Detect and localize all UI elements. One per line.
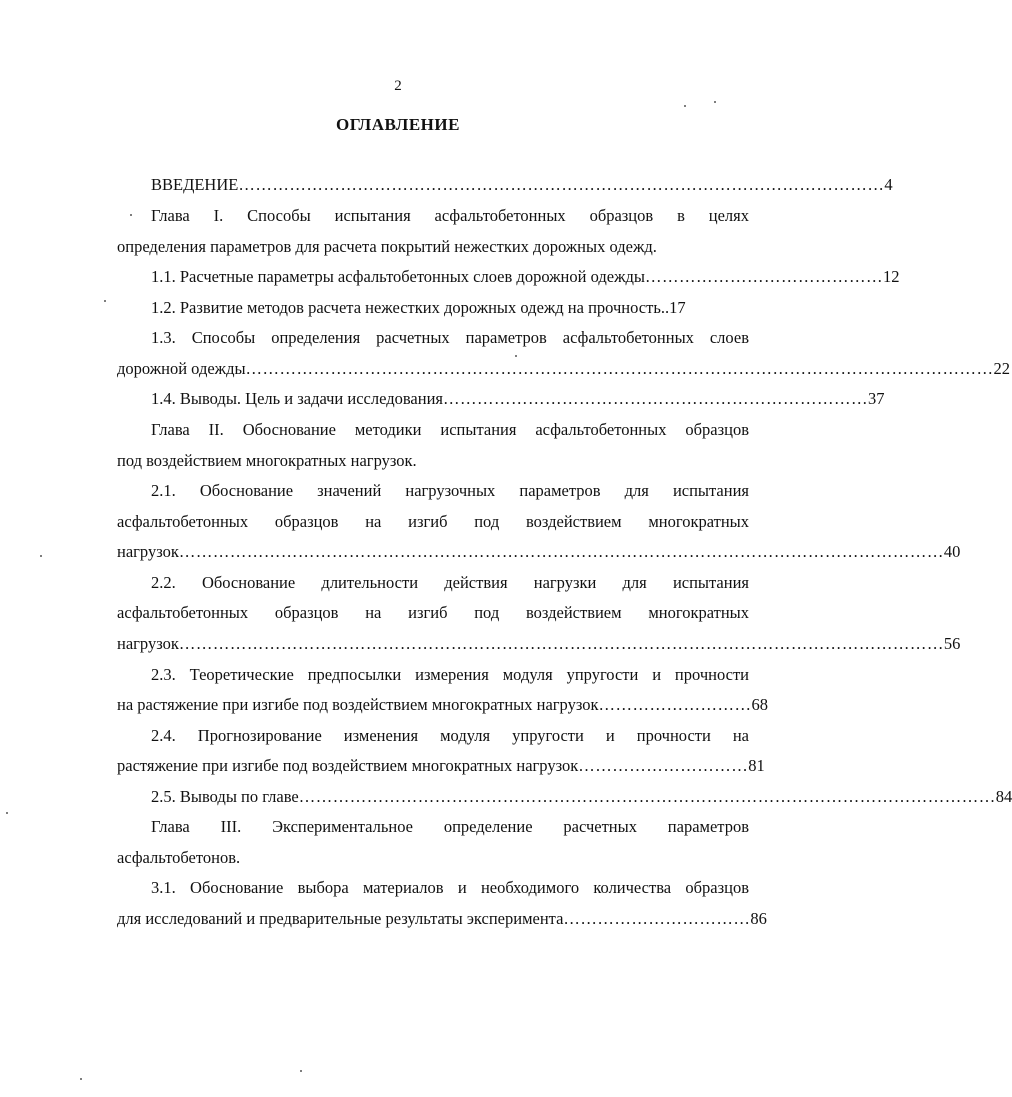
dot-leader: …………………………………………………………………………………………………………… xyxy=(298,787,996,806)
scan-speck xyxy=(6,812,8,814)
dot-leader: ……………………………………………………………………………………………………………………… xyxy=(178,542,944,561)
toc-entry-page: 81 xyxy=(748,756,765,775)
toc-entry-2-1-line-1: 2.1. Обоснование значений нагрузочных параметров для испытания xyxy=(151,481,749,500)
toc-entry-3-1-line-1: 3.1. Обоснование выбора материалов и необходимого количества образцов xyxy=(151,878,749,897)
dot-leader: …………………………… xyxy=(563,909,751,928)
scan-speck xyxy=(300,1070,302,1072)
toc-entry-page: 56 xyxy=(943,634,961,653)
toc-entry-2-2-line-2: асфальтобетонных образцов на изгиб под воздействием многократных xyxy=(117,603,749,622)
toc-entry-page: 17 xyxy=(669,298,686,317)
toc-entry-page: 12 xyxy=(882,267,900,286)
toc-entry-text: ВВЕДЕНИЕ xyxy=(151,175,239,194)
toc-entry-text: нагрузок xyxy=(117,634,179,653)
toc-entry-1-3-line-2 xyxy=(117,358,1011,380)
toc-entry-text: 1.2. Развитие методов расчета нежестких дорожных одежд на прочность.. xyxy=(151,298,670,317)
toc-entry-3-1-line-2 xyxy=(117,908,767,930)
toc-entry-page: 86 xyxy=(750,909,767,928)
toc-chapter-1-line-2: определения параметров для расчета покрытий нежестких дорожных одежд. xyxy=(117,237,657,256)
toc-chapter-3-line-2: асфальтобетонов. xyxy=(117,848,241,867)
dot-leader: ………………………………………………………………… xyxy=(443,389,868,408)
scan-speck xyxy=(684,105,686,107)
dot-leader: ………………………… xyxy=(578,756,749,775)
scan-speck xyxy=(714,101,716,103)
scan-speck xyxy=(515,355,517,357)
toc-entry-2-1-line-3 xyxy=(117,541,961,563)
dot-leader: …………………………………………………………………………………………………………………… xyxy=(245,359,994,378)
toc-chapter-3-line-1: Глава III. Экспериментальное определение расчетных параметров xyxy=(151,817,749,836)
toc-entry-text: нагрузок xyxy=(117,542,179,561)
scan-speck xyxy=(80,1078,82,1080)
toc-entry-2-1-line-2: асфальтобетонных образцов на изгиб под воздействием многократных xyxy=(117,512,749,531)
scan-speck xyxy=(130,214,132,216)
dot-leader: …………………………………… xyxy=(644,267,883,286)
toc-title: ОГЛАВЛЕНИЕ xyxy=(336,115,460,134)
toc-entry-text: на растяжение при изгибе под воздействием многократных нагрузок xyxy=(117,695,599,714)
toc-entry-1-2 xyxy=(151,297,749,319)
toc-entry-2-3-line-2 xyxy=(117,694,769,716)
toc-entry-2-2-line-1: 2.2. Обоснование длительности действия нагрузки для испытания xyxy=(151,573,749,592)
toc-chapter-1-line-1: Глава I. Способы испытания асфальтобетонных образцов в целях xyxy=(151,206,749,225)
toc-entry-2-4-line-2 xyxy=(117,755,765,777)
toc-entry-text: растяжение при изгибе под воздействием многократных нагрузок xyxy=(117,756,579,775)
scan-speck xyxy=(104,300,106,302)
toc-entry-1-4 xyxy=(151,388,885,410)
toc-entry-page: 68 xyxy=(751,695,769,714)
toc-entry-page: 22 xyxy=(993,359,1011,378)
dot-leader: ……………………… xyxy=(598,695,752,714)
toc-entry-text: 1.1. Расчетные параметры асфальтобетонных слоев дорожной одежды xyxy=(151,267,645,286)
toc-entry-1-1 xyxy=(151,266,900,288)
toc-entry-2-4-line-1: 2.4. Прогнозирование изменения модуля упругости и прочности на xyxy=(151,726,749,745)
dot-leader: …………………………………………………………………………………………………… xyxy=(238,175,885,194)
toc-chapter-2-line-1: Глава II. Обоснование методики испытания асфальтобетонных образцов xyxy=(151,420,749,439)
toc-chapter-2-line-2: под воздействием многократных нагрузок. xyxy=(117,451,417,470)
toc-entry-2-5 xyxy=(151,786,1012,808)
toc-entry-page: 4 xyxy=(884,175,893,194)
scan-speck xyxy=(40,555,42,557)
toc-entry-introduction xyxy=(151,174,893,196)
toc-entry-text: 2.5. Выводы по главе xyxy=(151,787,299,806)
toc-entry-2-3-line-1: 2.3. Теоретические предпосылки измерения модуля упругости и прочности xyxy=(151,665,749,684)
toc-entry-text: дорожной одежды xyxy=(117,359,246,378)
dot-leader: ……………………………………………………………………………………………………………………… xyxy=(178,634,944,653)
toc-entry-page: 37 xyxy=(868,389,885,408)
toc-entry-text: 1.4. Выводы. Цель и задачи исследования xyxy=(151,389,443,408)
page-number: 2 xyxy=(394,78,402,94)
toc-entry-2-2-line-3 xyxy=(117,633,961,655)
toc-entry-text: для исследований и предварительные результаты эксперимента xyxy=(117,909,564,928)
toc-entry-page: 40 xyxy=(943,542,961,561)
toc-entry-1-3-line-1: 1.3. Способы определения расчетных параметров асфальтобетонных слоев xyxy=(151,328,749,347)
toc-entry-page: 84 xyxy=(995,787,1012,806)
